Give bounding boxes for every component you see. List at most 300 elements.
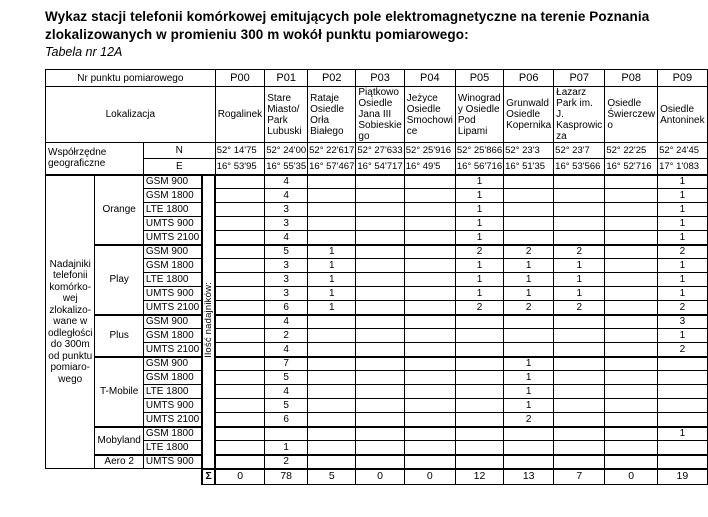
table-row (46, 231, 708, 245)
tech-cell: UMTS 2100 (143, 231, 202, 245)
value-cell (605, 427, 658, 441)
value-cell (404, 301, 455, 315)
value-cell: 3 (265, 273, 308, 287)
value-cell (554, 413, 605, 427)
value-cell (504, 315, 554, 329)
column-header-p07: P07 (554, 70, 605, 87)
value-cell: 1 (504, 273, 554, 287)
value-cell (455, 399, 503, 413)
value-cell: 1 (504, 385, 554, 399)
value-cell (605, 203, 658, 217)
value-cell (504, 441, 554, 455)
value-cell: 2 (265, 329, 308, 343)
coord-e-cell: 16° 53'566 (554, 159, 605, 175)
coord-e-cell: 16° 49'5 (404, 159, 455, 175)
value-cell: 1 (504, 287, 554, 301)
value-cell (554, 371, 605, 385)
value-cell (504, 203, 554, 217)
tech-cell: LTE 1800 (143, 441, 202, 455)
value-cell: 1 (658, 427, 707, 441)
value-cell: 1 (658, 175, 707, 189)
value-cell (605, 245, 658, 259)
value-cell (605, 329, 658, 343)
value-cell (356, 455, 404, 469)
column-header-p06: P06 (504, 70, 554, 87)
data-table (45, 69, 708, 485)
value-cell (356, 287, 404, 301)
coord-n-cell: 52° 22'25 (605, 143, 658, 159)
value-cell (658, 455, 707, 469)
location-cell: Jeżyce Osiedle Smochowi ce (404, 87, 455, 143)
value-cell (455, 371, 503, 385)
value-cell (356, 427, 404, 441)
value-cell (504, 329, 554, 343)
value-cell (554, 175, 605, 189)
tech-cell: UMTS 2100 (143, 301, 202, 315)
value-cell (554, 357, 605, 371)
value-cell: 1 (554, 273, 605, 287)
table-row (46, 315, 708, 329)
value-cell (215, 231, 264, 245)
sum-cell: 13 (504, 469, 554, 485)
value-cell (356, 301, 404, 315)
value-cell: 1 (504, 357, 554, 371)
value-cell: 4 (265, 231, 308, 245)
value-cell (554, 427, 605, 441)
value-cell (554, 217, 605, 231)
sum-cell: 78 (265, 469, 308, 485)
value-cell: 2 (455, 301, 503, 315)
operator-cell-plus: Plus (95, 315, 143, 357)
table-row (46, 273, 708, 287)
value-cell: 5 (265, 399, 308, 413)
value-cell (504, 189, 554, 203)
value-cell: 5 (265, 245, 308, 259)
value-cell: 1 (308, 273, 356, 287)
value-cell (404, 273, 455, 287)
value-cell (308, 175, 356, 189)
column-header-p04: P04 (404, 70, 455, 87)
table-row (46, 357, 708, 371)
count-label (202, 175, 215, 469)
value-cell (404, 343, 455, 357)
value-cell (356, 231, 404, 245)
value-cell (404, 245, 455, 259)
value-cell (404, 259, 455, 273)
value-cell (504, 455, 554, 469)
sum-cell: 7 (554, 469, 605, 485)
operator-cell-mobyland: Mobyland (95, 427, 143, 455)
value-cell: 1 (658, 329, 707, 343)
value-cell: 1 (455, 231, 503, 245)
coord-e-cell: 16° 57'467 (308, 159, 356, 175)
value-cell: 2 (455, 245, 503, 259)
location-cell: Osiedle Świerczew o (605, 87, 658, 143)
location-cell: Winograd y Osiedle Pod Lipami (455, 87, 503, 143)
value-cell: 4 (265, 343, 308, 357)
value-cell (658, 441, 707, 455)
sum-symbol: Σ (202, 469, 215, 485)
value-cell (658, 413, 707, 427)
value-cell (455, 413, 503, 427)
value-cell (605, 455, 658, 469)
table-row (46, 203, 708, 217)
value-cell (215, 259, 264, 273)
value-cell (554, 203, 605, 217)
tech-cell: LTE 1800 (143, 385, 202, 399)
value-cell: 6 (265, 413, 308, 427)
value-cell (308, 399, 356, 413)
value-cell (308, 427, 356, 441)
coord-n-cell: 52° 24'00 (265, 143, 308, 159)
value-cell: 1 (658, 217, 707, 231)
column-header-p01: P01 (265, 70, 308, 87)
coord-n-cell: 52° 22'617 (308, 143, 356, 159)
value-cell (404, 371, 455, 385)
column-header-p00: P00 (215, 70, 264, 87)
value-cell (404, 329, 455, 343)
value-cell (658, 371, 707, 385)
value-cell: 1 (265, 441, 308, 455)
value-cell: 2 (554, 245, 605, 259)
coords-header: Współrzędne geograficzne (46, 143, 144, 175)
value-cell (605, 259, 658, 273)
value-cell: 3 (265, 203, 308, 217)
value-cell (215, 413, 264, 427)
value-cell (308, 231, 356, 245)
value-cell (308, 413, 356, 427)
tech-cell: GSM 900 (143, 357, 202, 371)
value-cell: 5 (265, 371, 308, 385)
value-cell (308, 315, 356, 329)
table-row (46, 399, 708, 413)
value-cell (404, 385, 455, 399)
value-cell (455, 343, 503, 357)
value-cell (404, 357, 455, 371)
value-cell (308, 385, 356, 399)
value-cell: 1 (455, 203, 503, 217)
value-cell: 7 (265, 357, 308, 371)
tech-cell: UMTS 900 (143, 455, 202, 469)
tech-cell: UMTS 900 (143, 217, 202, 231)
page-title: Wykaz stacji telefonii komórkowej emitujących pole elektromagnetyczne na terenie Poznania zlokalizowanych w promieniu 300 m wokół punktu pomiarowego: (45, 9, 650, 42)
coord-e-cell: 16° 52'716 (605, 159, 658, 175)
value-cell (356, 357, 404, 371)
value-cell (215, 287, 264, 301)
table-row (46, 189, 708, 203)
value-cell (215, 273, 264, 287)
value-cell (658, 357, 707, 371)
location-cell: Rataje Osiedle Orła Białego (308, 87, 356, 143)
value-cell: 1 (455, 259, 503, 273)
value-cell (215, 399, 264, 413)
value-cell (605, 273, 658, 287)
value-cell: 1 (658, 287, 707, 301)
table-row (46, 175, 708, 189)
coord-e-cell: 16° 56'716 (455, 159, 503, 175)
table-row (46, 245, 708, 259)
column-header-p03: P03 (356, 70, 404, 87)
value-cell: 2 (554, 301, 605, 315)
value-cell (265, 427, 308, 441)
value-cell (308, 329, 356, 343)
column-header-p09: P09 (658, 70, 707, 87)
location-header: Lokalizacja (46, 87, 216, 143)
table-row (46, 385, 708, 399)
location-cell: Rogalinek (215, 87, 264, 143)
location-cell: Osiedle Antoninek (658, 87, 707, 143)
coord-n-cell: 52° 14'75 (215, 143, 264, 159)
value-cell (356, 385, 404, 399)
value-cell (356, 245, 404, 259)
value-cell (404, 175, 455, 189)
value-cell: 4 (265, 175, 308, 189)
sum-cell: 0 (356, 469, 404, 485)
value-cell (308, 343, 356, 357)
value-cell (404, 413, 455, 427)
value-cell (605, 343, 658, 357)
table-row (46, 217, 708, 231)
column-header-row (46, 70, 708, 87)
table-row (46, 427, 708, 441)
coord-e-label: E (143, 159, 215, 175)
value-cell (215, 441, 264, 455)
value-cell (356, 217, 404, 231)
coord-n-label: N (143, 143, 215, 159)
value-cell (356, 441, 404, 455)
value-cell (356, 203, 404, 217)
tech-cell: UMTS 2100 (143, 413, 202, 427)
table-row (46, 259, 708, 273)
value-cell (605, 371, 658, 385)
operator-cell-play: Play (95, 245, 143, 315)
value-cell (404, 399, 455, 413)
coord-e-cell: 17° 1'083 (658, 159, 707, 175)
value-cell (356, 413, 404, 427)
tech-cell: GSM 900 (143, 245, 202, 259)
value-cell: 1 (308, 301, 356, 315)
value-cell: 1 (504, 399, 554, 413)
value-cell (356, 343, 404, 357)
table-row (46, 287, 708, 301)
value-cell (215, 217, 264, 231)
value-cell: 4 (265, 189, 308, 203)
value-cell (215, 343, 264, 357)
value-cell (215, 371, 264, 385)
value-cell (554, 315, 605, 329)
sum-cell: 0 (215, 469, 264, 485)
location-cell: Grunwald Osiedle Kopernika (504, 87, 554, 143)
tech-cell: GSM 1800 (143, 329, 202, 343)
transmitters-label: Nadajniki telefonii komórko- wej zlokalizo- wane w odległości do 300m od punktu pomiaro- wego (46, 175, 95, 469)
value-cell (658, 399, 707, 413)
location-row (46, 87, 708, 143)
value-cell (404, 455, 455, 469)
value-cell (308, 441, 356, 455)
value-cell: 1 (554, 287, 605, 301)
coord-n-cell: 52° 23'3 (504, 143, 554, 159)
table-row (46, 343, 708, 357)
corner-header: Nr punktu pomiarowego (46, 70, 216, 87)
coord-e-cell: 16° 54'717 (356, 159, 404, 175)
tech-cell: GSM 1800 (143, 259, 202, 273)
coord-e-cell: 16° 51'35 (504, 159, 554, 175)
value-cell (215, 301, 264, 315)
value-cell (404, 315, 455, 329)
value-cell (605, 399, 658, 413)
value-cell (504, 343, 554, 357)
value-cell (215, 357, 264, 371)
table-row (46, 301, 708, 315)
coord-n-cell: 52° 27'633 (356, 143, 404, 159)
coord-e-cell: 16° 55'35 (265, 159, 308, 175)
value-cell (554, 231, 605, 245)
value-cell: 1 (308, 259, 356, 273)
value-cell (455, 455, 503, 469)
value-cell (404, 189, 455, 203)
value-cell: 1 (504, 259, 554, 273)
value-cell (605, 385, 658, 399)
operator-cell-tmobile: T-Mobile (95, 357, 143, 427)
value-cell (404, 231, 455, 245)
value-cell (215, 315, 264, 329)
value-cell (356, 273, 404, 287)
table-row (46, 441, 708, 455)
value-cell (554, 189, 605, 203)
value-cell (215, 189, 264, 203)
value-cell: 1 (658, 189, 707, 203)
coord-n-cell: 52° 25'866 (455, 143, 503, 159)
value-cell (404, 217, 455, 231)
sum-cell: 5 (308, 469, 356, 485)
value-cell: 1 (504, 371, 554, 385)
coord-n-cell: 52° 25'916 (404, 143, 455, 159)
table-row (46, 329, 708, 343)
value-cell: 1 (658, 273, 707, 287)
value-cell (504, 231, 554, 245)
value-cell (356, 399, 404, 413)
value-cell (455, 427, 503, 441)
value-cell: 2 (658, 301, 707, 315)
coord-n-cell: 52° 24'45 (658, 143, 707, 159)
value-cell (308, 189, 356, 203)
value-cell: 6 (265, 301, 308, 315)
value-cell: 3 (265, 217, 308, 231)
operator-cell-orange: Orange (95, 175, 143, 245)
value-cell: 2 (504, 245, 554, 259)
value-cell (605, 287, 658, 301)
value-cell: 1 (658, 203, 707, 217)
sum-cell: 0 (404, 469, 455, 485)
value-cell (215, 427, 264, 441)
location-cell: Stare Miasto/ Park Lubuski (265, 87, 308, 143)
value-cell (455, 441, 503, 455)
value-cell (554, 455, 605, 469)
sum-cell: 0 (605, 469, 658, 485)
tech-cell: GSM 1800 (143, 371, 202, 385)
value-cell (356, 371, 404, 385)
value-cell (554, 399, 605, 413)
value-cell: 4 (265, 315, 308, 329)
value-cell (308, 203, 356, 217)
value-cell (455, 385, 503, 399)
value-cell: 1 (658, 259, 707, 273)
tech-cell: GSM 900 (143, 315, 202, 329)
value-cell (308, 217, 356, 231)
tech-cell: LTE 1800 (143, 203, 202, 217)
value-cell (215, 245, 264, 259)
tech-cell: GSM 900 (143, 175, 202, 189)
value-cell (605, 413, 658, 427)
value-cell (605, 175, 658, 189)
value-cell (404, 203, 455, 217)
coord-n-cell: 52° 23'7 (554, 143, 605, 159)
value-cell (404, 441, 455, 455)
location-cell: Piątkowo Osiedle Jana III Sobieskie go (356, 87, 404, 143)
value-cell (308, 357, 356, 371)
value-cell (605, 357, 658, 371)
value-cell: 1 (455, 175, 503, 189)
tech-cell: GSM 1800 (143, 189, 202, 203)
sum-row (46, 469, 708, 485)
value-cell: 1 (455, 217, 503, 231)
value-cell: 3 (265, 287, 308, 301)
operator-cell-aero2: Aero 2 (95, 455, 143, 469)
count-label-text: Ilość nadajników: (203, 282, 215, 358)
value-cell (356, 175, 404, 189)
value-cell (356, 189, 404, 203)
value-cell: 1 (554, 259, 605, 273)
value-cell: 1 (308, 245, 356, 259)
value-cell (605, 315, 658, 329)
coord-e-cell: 16° 53'95 (215, 159, 264, 175)
value-cell (215, 385, 264, 399)
value-cell (554, 441, 605, 455)
value-cell: 2 (504, 413, 554, 427)
value-cell: 1 (455, 287, 503, 301)
value-cell (605, 217, 658, 231)
value-cell (658, 385, 707, 399)
value-cell (504, 175, 554, 189)
tech-cell: UMTS 900 (143, 399, 202, 413)
value-cell: 2 (658, 245, 707, 259)
value-cell (455, 315, 503, 329)
table-caption: Tabela nr 12A (45, 45, 123, 60)
value-cell (215, 329, 264, 343)
tech-cell: GSM 1800 (143, 427, 202, 441)
value-cell (605, 189, 658, 203)
value-cell (404, 427, 455, 441)
value-cell (455, 329, 503, 343)
value-cell: 2 (658, 343, 707, 357)
blank-cell (46, 469, 203, 485)
value-cell: 1 (658, 231, 707, 245)
value-cell (605, 231, 658, 245)
value-cell (215, 175, 264, 189)
value-cell (215, 455, 264, 469)
value-cell (308, 371, 356, 385)
sum-cell: 19 (658, 469, 707, 485)
tech-cell: UMTS 900 (143, 287, 202, 301)
value-cell (554, 329, 605, 343)
value-cell: 3 (265, 259, 308, 273)
value-cell: 1 (308, 287, 356, 301)
value-cell (504, 427, 554, 441)
sum-cell: 12 (455, 469, 503, 485)
value-cell: 1 (455, 273, 503, 287)
tech-cell: LTE 1800 (143, 273, 202, 287)
value-cell (356, 259, 404, 273)
